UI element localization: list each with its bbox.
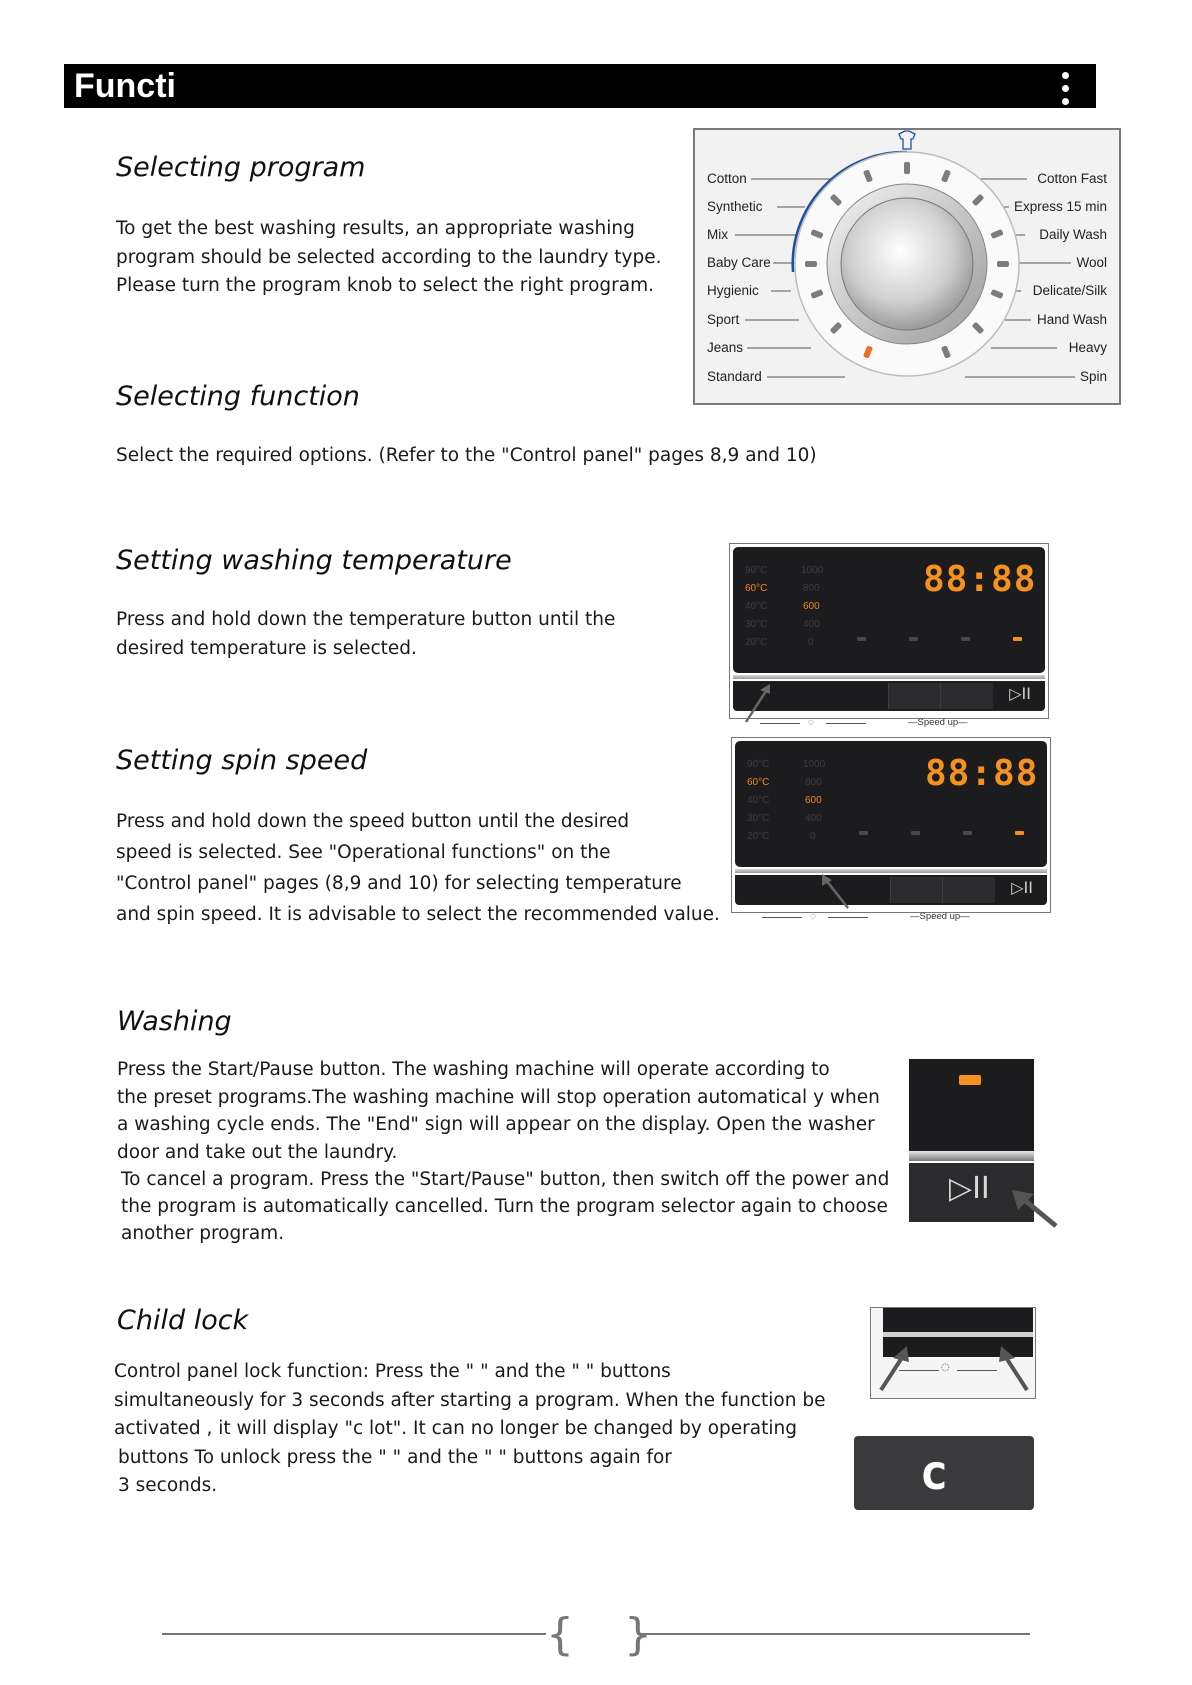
heading-washing-temperature: Setting washing temperature [116, 545, 512, 576]
panel-button [888, 683, 941, 709]
temp-label: 30°C [747, 813, 770, 824]
temp-label: 40°C [745, 601, 768, 612]
indicator-led-active [1015, 831, 1024, 835]
svg-text:Cotton Fast: Cotton Fast [1037, 171, 1107, 186]
text-line: 3 seconds. [118, 1475, 218, 1496]
svg-text:Sport: Sport [707, 312, 740, 327]
display-screen [735, 741, 1047, 867]
indicator-led [911, 831, 920, 835]
text-line: Press and hold down the speed button until the desired [116, 811, 630, 832]
speed-up-label: —Speed up— [908, 717, 968, 728]
button-labels-row [730, 716, 1048, 730]
temp-label: 20°C [747, 831, 770, 842]
temp-label: 30°C [745, 619, 768, 630]
indicator-led [909, 637, 918, 641]
selecting-function-text: Select the required options. (Refer to the "Control panel" pages 8,9 and 10) [116, 445, 817, 466]
speed-label: 400 [803, 619, 820, 630]
speed-label: 800 [805, 777, 822, 788]
temp-label: 90°C [745, 565, 768, 576]
panel-button [942, 877, 995, 903]
svg-text:Heavy: Heavy [1068, 340, 1107, 355]
svg-text:Daily Wash: Daily Wash [1039, 227, 1107, 242]
time-display: 88:88 [923, 559, 1037, 600]
text-line: Press and hold down the temperature button until the [116, 609, 616, 630]
svg-text:Baby Care: Baby Care [707, 255, 771, 270]
text-line: activated , it will display "c lot". It can no longer be changed by operating [114, 1418, 797, 1439]
panel-button [890, 877, 943, 903]
svg-text:Express 15 min: Express 15 min [1013, 199, 1107, 214]
text-line: door and take out the laundry. [117, 1141, 398, 1163]
footer-line-left [162, 1633, 546, 1635]
text-line: Press the Start/Pause button. The washing machine will operate according to [117, 1059, 830, 1080]
speed-label: 0 [810, 831, 816, 842]
text-line: speed is selected. See "Operational functions" on the [116, 842, 611, 863]
pointer-arrows-icon [875, 1344, 1031, 1394]
text-line: and spin speed. It is advisable to select the recommended value. [116, 904, 720, 925]
button-bar [735, 875, 1047, 905]
temp-label-selected: 60°C [747, 777, 770, 788]
text-line: the program is automatically cancelled. Turn the program selector again to choose [121, 1196, 888, 1217]
section-title: Functi [74, 67, 176, 105]
cancel-program-text [121, 1166, 889, 1247]
section-header-bar [64, 64, 1096, 108]
temp-label: 40°C [747, 795, 770, 806]
child-lock-buttons-illustration [870, 1307, 1036, 1399]
selecting-program-text [116, 215, 662, 301]
button-labels-row [732, 910, 1050, 924]
svg-text:Synthetic: Synthetic [707, 199, 763, 214]
text-line: To cancel a program. Press the "Start/Pause" button, then switch off the power and [121, 1169, 890, 1190]
heading-selecting-function: Selecting function [116, 381, 360, 412]
svg-text:Delicate/Silk: Delicate/Silk [1032, 283, 1107, 298]
heading-selecting-program: Selecting program [116, 152, 366, 183]
text-line: To get the best washing results, an appropriate washing [116, 218, 635, 239]
text-line: Please turn the program knob to select the right program. [116, 275, 654, 296]
speed-label-selected: 600 [805, 795, 822, 806]
text-line: desired temperature is selected. [116, 637, 417, 659]
start-pause-icon: ▷II [949, 1171, 990, 1206]
temp-label-selected: 60°C [745, 583, 768, 594]
temp-label: 90°C [747, 759, 770, 770]
washing-text [117, 1056, 880, 1166]
text-line: Control panel lock function: Press the " " and the " " buttons [114, 1361, 671, 1382]
svg-text:Wool: Wool [1076, 255, 1107, 270]
panel-button [940, 683, 993, 709]
heading-child-lock: Child lock [117, 1305, 249, 1336]
pointer-arrow-icon [1010, 1190, 1060, 1230]
speed-label: 1000 [803, 759, 826, 770]
footer-brace-left: { [546, 1609, 574, 1660]
indicator-led [859, 831, 868, 835]
drum-icon: ◌ [941, 1362, 950, 1373]
time-display: 88:88 [925, 753, 1039, 794]
speed-label: 400 [805, 813, 822, 824]
control-panel-temperature-illustration [729, 543, 1049, 728]
text-line: simultaneously for 3 seconds after starting a program. When the function be [114, 1389, 826, 1411]
speed-label: 800 [803, 583, 820, 594]
svg-text:Mix: Mix [707, 227, 728, 242]
speed-label: 1000 [801, 565, 824, 576]
pointer-arrow-icon [818, 874, 858, 914]
start-pause-icon: ▷II [1011, 878, 1033, 897]
display-screen [733, 547, 1045, 673]
child-lock-display: c lot [854, 1436, 1034, 1510]
indicator-led [857, 637, 866, 641]
start-pause-icon: ▷II [1009, 684, 1031, 703]
svg-text:Cotton: Cotton [707, 171, 747, 186]
drum-icon: ◌ [808, 717, 814, 728]
footer-line-right [640, 1633, 1030, 1635]
svg-text:Hand Wash: Hand Wash [1036, 312, 1107, 327]
panel-divider [733, 675, 1045, 679]
heading-washing: Washing [117, 1006, 232, 1037]
program-knob-illustration [693, 128, 1121, 405]
svg-text:Hygienic: Hygienic [707, 283, 759, 298]
drum-icon: ◌ [810, 911, 816, 922]
text-line: "Control panel" pages (8,9 and 10) for selecting temperature [116, 873, 682, 894]
speed-up-label: —Speed up— [910, 911, 970, 922]
svg-text:Standard: Standard [707, 369, 762, 384]
child-lock-text [114, 1358, 825, 1501]
header-dots-icon [1062, 72, 1070, 111]
text-line: the preset programs.The washing machine will stop operation automatical y when [117, 1086, 880, 1108]
text-line: another program. [121, 1223, 285, 1244]
text-line: program should be selected according to the laundry type. [116, 246, 662, 268]
footer-brace-right: } [624, 1609, 652, 1660]
text-line: a washing cycle ends. The "End" sign will appear on the display. Open the washer [117, 1114, 875, 1135]
spin-speed-text [116, 806, 720, 930]
indicator-led [961, 637, 970, 641]
temp-label: 20°C [745, 637, 768, 648]
indicator-led-active [1013, 637, 1022, 641]
indicator-led [963, 831, 972, 835]
indicator-led-active [959, 1075, 981, 1085]
text-line: buttons To unlock press the " " and the " " buttons again for [118, 1446, 672, 1468]
heading-spin-speed: Setting spin speed [116, 745, 368, 776]
svg-text:Jeans: Jeans [707, 340, 744, 355]
washing-temperature-text [116, 606, 615, 663]
control-panel-speed-illustration [731, 737, 1051, 922]
svg-text:Spin: Spin [1079, 369, 1107, 384]
speed-label-selected: 600 [803, 601, 820, 612]
speed-label: 0 [808, 637, 814, 648]
panel-divider [735, 869, 1047, 873]
